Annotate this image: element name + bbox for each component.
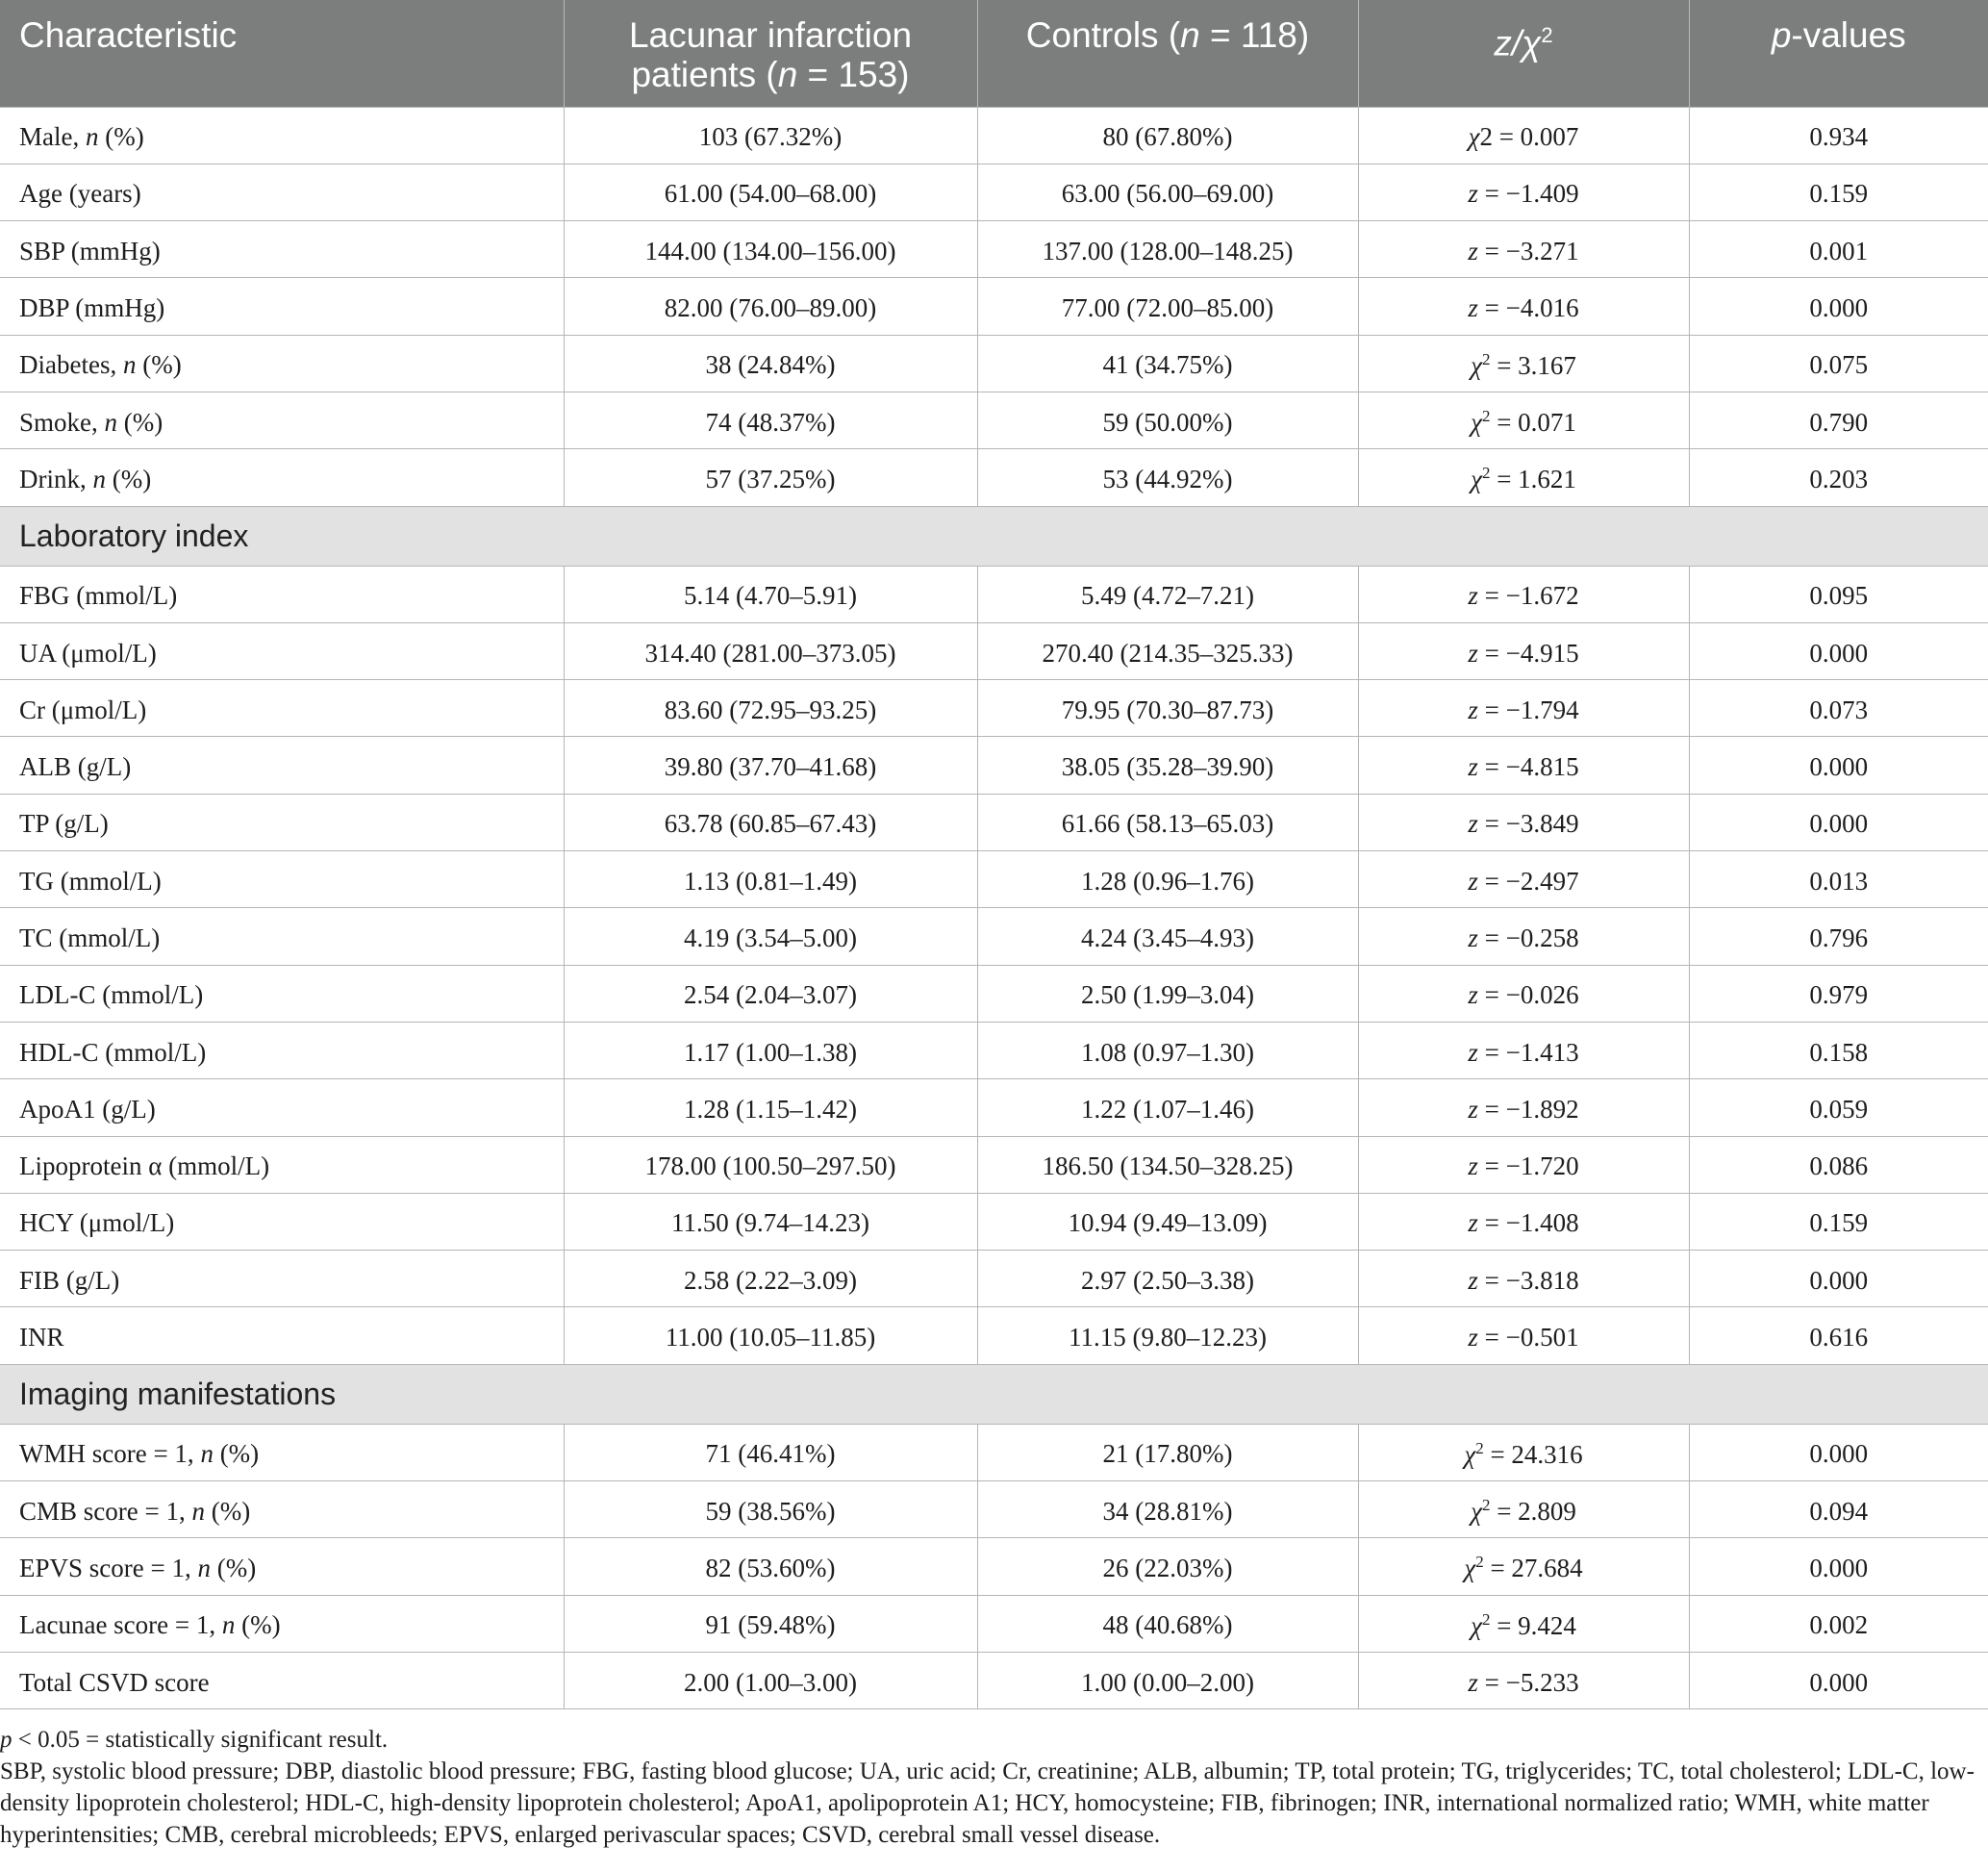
cell-controls: 2.97 (2.50–3.38) [977,1251,1358,1307]
table-row [0,851,1988,908]
cell-characteristic [0,278,564,335]
stat-value: = −3.271 [1477,236,1579,265]
header-p-values: p-values [1689,0,1988,107]
stat-value: = −1.409 [1477,179,1579,209]
cell-p-value: 0.000 [1689,737,1988,794]
header-patients: Lacunar infarction patients (n = 153) [564,0,977,107]
cell-characteristic [0,1307,564,1364]
stat-superscript: 2 [1481,1496,1491,1515]
cell-p-value: 0.000 [1689,1538,1988,1595]
label-text: Cr (μmol/L) [19,695,147,724]
cell-characteristic [0,107,564,164]
cell-statistic [1358,1481,1689,1538]
cell-statistic [1358,335,1689,392]
abbreviations-note: SBP, systolic blood pressure; DBP, diastolic blood pressure; FBG, fasting blood glucose; UA, uric acid; Cr, creatinine; ALB, albumin; TP, total protein; TG, triglycerides; TC, total cholesterol; LDL-C, low-density lipoprotein cholesterol; HDL-C, high-density lipoprotein cholesterol; ApoA1, apolipoprotein A1; HCY, homocysteine; FIB, fibrinogen; INR, international normalized ratio; WMH, white matter hyperintensities; CMB, cerebral microbleeds; EPVS, enlarged perivascular spaces; CSVD, cerebral small vessel disease. [0,1758,1975,1848]
table-row [0,1652,1988,1708]
cell-p-value: 0.073 [1689,680,1988,737]
cell-controls: 77.00 (72.00–85.00) [977,278,1358,335]
cell-p-value: 0.086 [1689,1136,1988,1193]
stat-superscript: 2 [1481,1609,1491,1629]
section-row [0,1364,1988,1424]
label-italic: n [122,350,137,380]
cell-statistic [1358,680,1689,737]
cell-patients: 74 (48.37%) [564,392,977,448]
table-row [0,1307,1988,1364]
cell-patients: 1.28 (1.15–1.42) [564,1079,977,1136]
stat-symbol: z [1468,293,1478,323]
table-row [0,965,1988,1022]
cell-statistic [1358,1652,1689,1708]
stat-value: = −3.818 [1477,1265,1579,1295]
cell-patients: 144.00 (134.00–156.00) [564,221,977,278]
label-suffix: (%) [136,350,182,380]
stat-symbol: χ [1464,1554,1476,1583]
stat-superscript: 2 [1481,407,1491,426]
label-suffix: (%) [210,1553,257,1582]
cell-characteristic [0,335,564,392]
cell-patients: 71 (46.41%) [564,1424,977,1480]
cell-patients: 63.78 (60.85–67.43) [564,794,977,850]
cell-characteristic [0,1136,564,1193]
cell-characteristic [0,449,564,506]
cell-statistic [1358,737,1689,794]
cell-controls: 1.22 (1.07–1.46) [977,1079,1358,1136]
cell-controls: 137.00 (128.00–148.25) [977,221,1358,278]
cell-controls: 63.00 (56.00–69.00) [977,164,1358,220]
label-italic: n [197,1553,211,1582]
cell-controls: 80 (67.80%) [977,107,1358,164]
label-text: Lacunae score = 1, [19,1610,222,1640]
cell-controls: 11.15 (9.80–12.23) [977,1307,1358,1364]
cell-p-value: 0.000 [1689,794,1988,850]
cell-statistic [1358,1538,1689,1595]
cell-p-value: 0.158 [1689,1022,1988,1078]
label-text: FBG (mmol/L) [19,581,178,611]
stat-symbol: z [1468,638,1478,668]
stat-value: = −1.408 [1477,1208,1579,1238]
label-text: Total CSVD score [19,1667,210,1697]
label-text: DBP (mmHg) [19,293,165,323]
label-text: HCY (μmol/L) [19,1208,175,1238]
cell-p-value: 0.203 [1689,449,1988,506]
stat-symbol: χ [1468,122,1480,152]
label-text: INR [19,1323,64,1353]
cell-patients: 1.13 (0.81–1.49) [564,851,977,908]
cell-statistic [1358,794,1689,850]
stat-symbol: χ [1471,350,1482,380]
cell-statistic [1358,392,1689,448]
cell-patients: 38 (24.84%) [564,335,977,392]
stat-symbol: z [1468,1265,1478,1295]
stat-value: = 1.621 [1490,465,1576,494]
cell-p-value: 0.075 [1689,335,1988,392]
cell-patients: 82.00 (76.00–89.00) [564,278,977,335]
stat-value: = −1.672 [1477,581,1579,611]
label-italic: n [200,1439,214,1469]
cell-patients: 314.40 (281.00–373.05) [564,622,977,679]
cell-controls: 5.49 (4.72–7.21) [977,566,1358,622]
label-text: Male, [19,122,86,152]
cell-p-value: 0.000 [1689,1652,1988,1708]
stat-symbol: z [1468,581,1478,611]
cell-characteristic [0,1595,564,1652]
cell-characteristic [0,392,564,448]
cell-controls: 1.08 (0.97–1.30) [977,1022,1358,1078]
cell-p-value: 0.790 [1689,392,1988,448]
label-text: Diabetes, [19,350,123,380]
stat-value: = −0.258 [1477,923,1579,952]
stat-value: = 27.684 [1483,1554,1583,1583]
cell-controls: 38.05 (35.28–39.90) [977,737,1358,794]
table-row [0,1079,1988,1136]
label-suffix: (%) [213,1439,260,1469]
table-row [0,392,1988,448]
cell-controls: 79.95 (70.30–87.73) [977,680,1358,737]
table-row [0,449,1988,506]
cell-p-value: 0.979 [1689,965,1988,1022]
cell-patients: 1.17 (1.00–1.38) [564,1022,977,1078]
stat-symbol: χ [1471,1610,1482,1640]
label-suffix: (%) [235,1610,281,1640]
cell-statistic [1358,164,1689,220]
table-row [0,1251,1988,1307]
table-row [0,622,1988,679]
cell-controls: 186.50 (134.50–328.25) [977,1136,1358,1193]
cell-characteristic [0,737,564,794]
label-text: TG (mmol/L) [19,866,162,896]
cell-patients: 59 (38.56%) [564,1481,977,1538]
cell-statistic [1358,908,1689,965]
cell-characteristic [0,680,564,737]
header-characteristic: Characteristic [0,0,564,107]
cell-patients: 2.54 (2.04–3.07) [564,965,977,1022]
cell-statistic [1358,107,1689,164]
table-row [0,680,1988,737]
cell-patients: 11.50 (9.74–14.23) [564,1193,977,1250]
cell-p-value: 0.094 [1689,1481,1988,1538]
cell-patients: 103 (67.32%) [564,107,977,164]
cell-statistic [1358,1136,1689,1193]
cell-p-value: 0.934 [1689,107,1988,164]
table-row [0,335,1988,392]
cell-p-value: 0.000 [1689,278,1988,335]
cell-p-value: 0.002 [1689,1595,1988,1652]
cell-controls: 270.40 (214.35–325.33) [977,622,1358,679]
label-italic: n [92,464,106,493]
cell-statistic [1358,1307,1689,1364]
stat-symbol: χ [1464,1439,1476,1469]
cell-p-value: 0.159 [1689,164,1988,220]
cell-statistic [1358,449,1689,506]
label-text: Age (years) [19,179,141,209]
cell-controls: 1.00 (0.00–2.00) [977,1652,1358,1708]
stat-symbol: z [1468,923,1478,952]
cell-characteristic [0,1481,564,1538]
stat-symbol: z [1468,1667,1478,1697]
cell-statistic [1358,1022,1689,1078]
cell-patients: 82 (53.60%) [564,1538,977,1595]
cell-statistic [1358,622,1689,679]
cell-statistic [1358,851,1689,908]
stat-value: = 0.071 [1490,408,1576,438]
label-suffix: (%) [204,1496,251,1526]
stat-symbol: z [1468,179,1478,209]
cell-p-value: 0.095 [1689,566,1988,622]
cell-p-value: 0.001 [1689,221,1988,278]
label-text: ALB (g/L) [19,752,132,782]
cell-characteristic [0,221,564,278]
cell-p-value: 0.000 [1689,1424,1988,1480]
cell-controls: 59 (50.00%) [977,392,1358,448]
table-row [0,908,1988,965]
cell-characteristic [0,851,564,908]
cell-statistic [1358,1251,1689,1307]
section-label: Imaging manifestations [0,1364,1988,1424]
table-row [0,1538,1988,1595]
label-text: Drink, [19,464,93,493]
stat-symbol: z [1468,695,1478,724]
stat-value: = 9.424 [1490,1610,1576,1640]
cell-p-value: 0.159 [1689,1193,1988,1250]
cell-characteristic [0,566,564,622]
cell-controls: 48 (40.68%) [977,1595,1358,1652]
table-row [0,1595,1988,1652]
stat-superscript: 2 [1481,464,1491,483]
label-text: WMH score = 1, [19,1439,201,1469]
stat-value: = −4.915 [1477,638,1579,668]
stat-symbol: z [1468,1323,1478,1353]
cell-patients: 11.00 (10.05–11.85) [564,1307,977,1364]
stat-value: = −0.026 [1477,980,1579,1010]
stat-superscript: 2 [1475,1553,1484,1572]
label-italic: n [85,122,99,152]
cell-characteristic [0,1652,564,1708]
stat-value: = −4.016 [1477,293,1579,323]
cell-characteristic [0,794,564,850]
cell-statistic [1358,1193,1689,1250]
cell-characteristic [0,1251,564,1307]
significance-note: p < 0.05 = statistically significant result. [0,1727,389,1753]
cell-patients: 5.14 (4.70–5.91) [564,566,977,622]
stat-value: = −1.720 [1477,1151,1579,1181]
cell-statistic [1358,1424,1689,1480]
stat-value: = −3.849 [1477,809,1579,839]
label-text: TP (g/L) [19,809,109,839]
cell-controls: 41 (34.75%) [977,335,1358,392]
cell-statistic [1358,1595,1689,1652]
stat-symbol: z [1468,752,1478,782]
header-row [0,0,1988,107]
cell-controls: 26 (22.03%) [977,1538,1358,1595]
table-row [0,1424,1988,1480]
stat-value: = −1.794 [1477,695,1579,724]
table-row [0,278,1988,335]
cell-controls: 2.50 (1.99–3.04) [977,965,1358,1022]
stat-symbol: z [1468,1037,1478,1067]
cell-statistic [1358,278,1689,335]
stat-value: 2 = 0.007 [1479,122,1579,152]
stat-value: = 2.809 [1490,1497,1576,1527]
label-suffix: (%) [106,464,152,493]
stat-symbol: χ [1471,408,1482,438]
table-row [0,566,1988,622]
cell-characteristic [0,622,564,679]
cell-characteristic [0,164,564,220]
cell-p-value: 0.000 [1689,622,1988,679]
label-suffix: (%) [98,122,144,152]
table-row [0,221,1988,278]
label-text: ApoA1 (g/L) [19,1094,156,1124]
cell-patients: 57 (37.25%) [564,449,977,506]
label-italic: n [191,1496,205,1526]
stat-value: = −1.413 [1477,1037,1579,1067]
cell-patients: 91 (59.48%) [564,1595,977,1652]
stat-value: = −5.233 [1477,1667,1579,1697]
table-row [0,107,1988,164]
cell-p-value: 0.796 [1689,908,1988,965]
cell-patients: 61.00 (54.00–68.00) [564,164,977,220]
stat-symbol: z [1468,809,1478,839]
cell-characteristic [0,1079,564,1136]
cell-patients: 83.60 (72.95–93.25) [564,680,977,737]
table-row [0,164,1988,220]
header-controls: Controls (n = 118) [977,0,1358,107]
cell-patients: 178.00 (100.50–297.50) [564,1136,977,1193]
label-text: CMB score = 1, [19,1496,192,1526]
stat-symbol: z [1468,980,1478,1010]
label-text: TC (mmol/L) [19,923,161,952]
cell-characteristic [0,1424,564,1480]
section-label: Laboratory index [0,506,1988,566]
stat-value: = −1.892 [1477,1094,1579,1124]
cell-characteristic [0,908,564,965]
table-row [0,794,1988,850]
label-suffix: (%) [117,407,164,437]
table-row [0,1022,1988,1078]
cell-characteristic [0,965,564,1022]
stat-symbol: χ [1471,465,1482,494]
table-row [0,1193,1988,1250]
label-italic: n [221,1610,236,1640]
label-text: HDL-C (mmol/L) [19,1037,207,1067]
cell-characteristic [0,1193,564,1250]
label-text: UA (μmol/L) [19,638,157,668]
cell-controls: 21 (17.80%) [977,1424,1358,1480]
stat-value: = −0.501 [1477,1323,1579,1353]
cell-statistic [1358,1079,1689,1136]
stat-symbol: z [1468,1094,1478,1124]
cell-controls: 61.66 (58.13–65.03) [977,794,1358,850]
cell-controls: 53 (44.92%) [977,449,1358,506]
stat-symbol: z [1468,1208,1478,1238]
cell-p-value: 0.059 [1689,1079,1988,1136]
stat-superscript: 2 [1481,349,1491,368]
cell-p-value: 0.000 [1689,1251,1988,1307]
label-text: Smoke, [19,407,105,437]
cell-controls: 1.28 (0.96–1.76) [977,851,1358,908]
cell-controls: 4.24 (3.45–4.93) [977,908,1358,965]
stat-symbol: χ [1471,1497,1482,1527]
table-row [0,1481,1988,1538]
stat-superscript: 2 [1475,1438,1484,1457]
cell-statistic [1358,566,1689,622]
cell-characteristic [0,1022,564,1078]
stat-symbol: z [1468,1151,1478,1181]
stat-value: = 3.167 [1490,350,1576,380]
cell-patients: 39.80 (37.70–41.68) [564,737,977,794]
cell-statistic [1358,221,1689,278]
cell-controls: 10.94 (9.49–13.09) [977,1193,1358,1250]
label-text: LDL-C (mmol/L) [19,980,204,1010]
cell-p-value: 0.616 [1689,1307,1988,1364]
cell-patients: 2.00 (1.00–3.00) [564,1652,977,1708]
stat-value: = −2.497 [1477,866,1579,896]
cell-statistic [1358,965,1689,1022]
cell-p-value: 0.013 [1689,851,1988,908]
cell-controls: 34 (28.81%) [977,1481,1358,1538]
stat-symbol: z [1468,866,1478,896]
table-footnotes [0,1724,1981,1851]
label-italic: n [104,407,118,437]
table-row [0,737,1988,794]
header-statistic: $z/\chi^2$ [1358,0,1689,107]
label-text: FIB (g/L) [19,1265,120,1295]
stat-value: = 24.316 [1483,1439,1583,1469]
section-row [0,506,1988,566]
stat-value: = −4.815 [1477,752,1579,782]
cell-patients: 4.19 (3.54–5.00) [564,908,977,965]
label-text: Lipoprotein α (mmol/L) [19,1151,270,1181]
label-text: SBP (mmHg) [19,236,161,265]
cell-patients: 2.58 (2.22–3.09) [564,1251,977,1307]
table-body [0,107,1988,1709]
table-row [0,1136,1988,1193]
cell-characteristic [0,1538,564,1595]
label-text: EPVS score = 1, [19,1553,198,1582]
stat-symbol: z [1468,236,1478,265]
